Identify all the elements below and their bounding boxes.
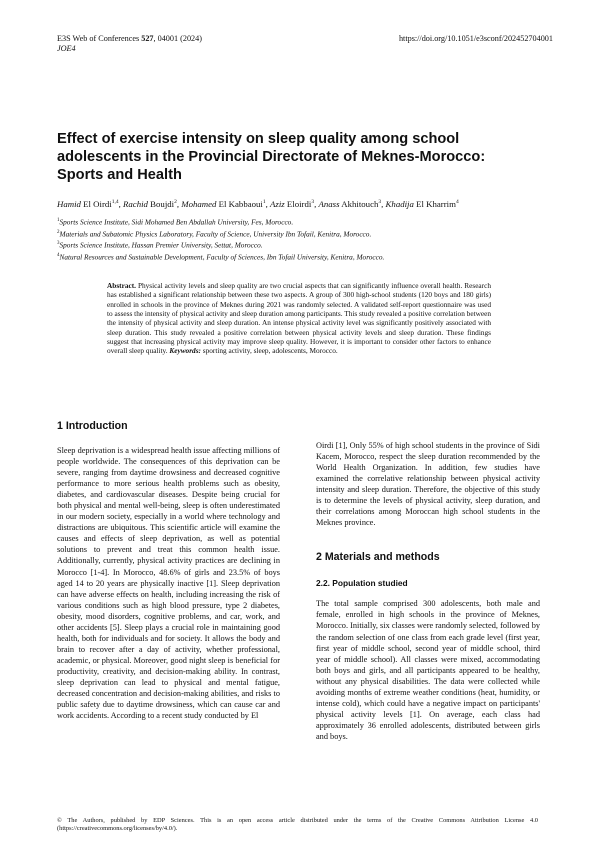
title-line: adolescents in the Provincial Directorate of Meknes-Morocco: — [57, 149, 486, 165]
running-header-left — [57, 34, 202, 54]
keywords-label: Keywords: — [169, 346, 201, 356]
affiliation — [57, 216, 557, 228]
abstract-text: Physical activity levels and sleep quality are two crucial aspects that can significantly influence overall health. Research has established a significant relationship between these two aspects. A group of 300 high-school students (120 boys and 180 girls) enrolled in schools in the province of Meknes during 2021 was randomly selected. A validated self-report questionnaire was used to assess the intensity of physical activity and sleep duration among participants. This study revealed a positive correlation between the intensity of physical activity and sleep duration. An intense physical activity level was significantly positively associated with sleep duration. This study revealed a positive correlation between physical activity levels and sleep duration. These findings suggest that increasing physical activity may improve sleep quality. However, it is important to consider other factors to enhance overall sleep quality. — [107, 281, 491, 356]
author — [319, 199, 382, 209]
author-family-name: Boujdi — [147, 198, 175, 209]
keywords-text: sporting activity, sleep, adolescents, Morocco. — [200, 346, 338, 356]
section-heading-introduction: 1 Introduction — [57, 420, 128, 432]
affiliation-marker: 1 — [57, 218, 60, 223]
affiliation-text: Sports Science Institute, Hassan Premier University, Settat, Morocco. — [59, 240, 263, 250]
author-affiliation-marker: 4 — [455, 199, 459, 205]
license-footer: © The Authors, published by EDP Sciences. This is an open access article distributed under the terms of the Creative Commons Attribution License 4.0 (https://creativecommons.org/licenses/by/4.0/). — [57, 817, 538, 833]
title-line: Sports and Health — [57, 167, 182, 183]
author-family-name: El Oirdi — [80, 198, 112, 209]
doi-link[interactable]: https://doi.org/10.1051/e3sconf/202452704001 — [398, 34, 553, 43]
author-family-name: Akhitouch — [339, 198, 379, 209]
author-affiliation-marker: 3 — [378, 199, 382, 205]
affiliation-marker: 2 — [57, 229, 60, 235]
affiliation-text: Natural Resources and Sustainable Development, Faculty of Sciences, Ibn Tofail University, Kenitra, Morocco. — [59, 251, 385, 261]
affiliation-marker: 4 — [57, 252, 60, 258]
author-family-name: El Kharrim — [413, 198, 456, 209]
abstract — [107, 281, 491, 356]
author-given-name: Rachid — [123, 198, 148, 209]
author-affiliation-marker: 3 — [311, 199, 315, 205]
affiliation-text: Sports Science Institute, Sidi Mohamed Ben Abdallah University, Fes, Morocco. — [59, 217, 294, 227]
affiliation — [57, 251, 557, 263]
author-list: Hamid El Oirdi$^{1,4}$, Rachid Boujdi$^2$, Mohamed El Kabbaoui$^1$, Aziz Eloirdi$^3$, Anass Akhitouch$^3$, Khadija El Kharrim$^4$ — [57, 198, 459, 209]
affiliation — [57, 228, 557, 240]
author — [57, 199, 119, 209]
author — [123, 199, 177, 209]
journal-name: E3S Web of Conferences — [57, 34, 140, 43]
author-family-name: El Kabbaoui — [216, 198, 263, 209]
paper-title — [57, 130, 537, 184]
author — [270, 199, 314, 209]
title-line: Effect of exercise intensity on sleep quality among school — [57, 131, 460, 147]
affiliation-text: Materials and Subatomic Physics Laboratory, Faculty of Science, University Ibn Tofail, Kenitra, Morocco. — [59, 228, 372, 238]
introduction-paragraph: Sleep deprivation is a widespread health issue affecting millions of people worldwide. The consequences of this deprivation can be severe, ranging from daytime drowsiness and decreased cognitive performance to more serious health problems such as obesity, diabetes, and cardiovascular diseases. Despite being crucial for both physical and mental well-being, sleep is often underestimated in our modern society, especially in a world where technology and distractions are ubiquitous. This scientific article will examine the causes and effects of sleep deprivation, as well as potential solutions to prevent and treat this common health issue. Additionally, currently, physical activity practices are declining in Morocco [1-4]. In Morocco, 48.6% of girls and 23.5% of boys aged 14 to 20 years are physically inactive [1]. Sleep deprivation can have adverse effects on health, including increasing the risk of various conditions such as high blood pressure, type 2 diabetes, obesity, mood disorders, cognitive problems, and car, work, and other accidents [5]. Sleep plays a crucial role in maintaining good health, both for individuals and for society. It allows the body and brain to recover after a day of activity, whether professional, academic, or physical. Moreover, good night sleep is beneficial for productivity, creativity, and decision-making ability. In contrast, sleep deprivation can lead to physical and mental fatigue, decreased concentration and decision-making abilities, and risks to public safety due to daytime drowsiness, which can cause car and work accidents. According to a recent study conducted by El — [57, 446, 280, 721]
author-affiliation-marker: 1 — [262, 199, 266, 205]
subsection-heading-population: 2.2. Population studied — [316, 578, 408, 589]
journal-citation: E3S Web of Conferences 527, 04001 (2024) — [57, 34, 202, 43]
author — [386, 199, 459, 209]
affiliation — [57, 239, 557, 251]
section-heading-materials-methods: 2 Materials and methods — [316, 551, 440, 564]
author — [181, 199, 265, 209]
affiliation-marker: 3 — [57, 241, 60, 247]
author-given-name: Mohamed — [181, 198, 217, 209]
journal-volume: 527 — [141, 34, 154, 43]
author-affiliation-marker: 2 — [174, 199, 177, 205]
population-paragraph: The total sample comprised 300 adolescents, both male and female, enrolled in high schools in the province of Meknes, Morocco. Initially, six classes were randomly selected, followed by the random selection of one class from each grade level (first year, first year of middle school, second year of middle school, third year of middle school). All classes were mixed, accommodating both boys and girls, and all participants appeared to be healthy, without any physical disabilities. The data were collected while avoiding months of extreme weather conditions (heat, humidity, or intense cold), which could have a negative impact on participants' physical activity levels [1]. On average, each class had approximately 36 enrolled adolescents, distributed between girls and boys. — [316, 599, 540, 741]
right-column — [316, 440, 540, 742]
left-column — [57, 420, 280, 721]
affiliation-list — [57, 216, 557, 262]
author-given-name: Aziz — [270, 198, 285, 209]
author-affiliation-marker: 1,4 — [111, 199, 119, 205]
journal-code: JOE4 — [57, 44, 76, 53]
abstract-label: Abstract. — [107, 281, 136, 290]
introduction-continuation: Oirdi [1], Only 55% of high school students in the province of Sidi Kacem, Morocco, respect the sleep duration recommended by the World Health Organization. In addition, few studies have examined the correlative relationship between physical activity intensity and sleep duration. Therefore, the objective of this study is to determine the levels of physical activity, sleep duration, and their correlations among Moroccan high school students in the Meknes province. — [316, 441, 540, 528]
author-given-name: Anass — [318, 198, 340, 209]
author-given-name: Khadija — [385, 198, 414, 209]
author-family-name: Eloirdi — [284, 198, 312, 209]
author-given-name: Hamid — [57, 198, 81, 209]
article-number: 04001 (2024) — [157, 34, 202, 43]
